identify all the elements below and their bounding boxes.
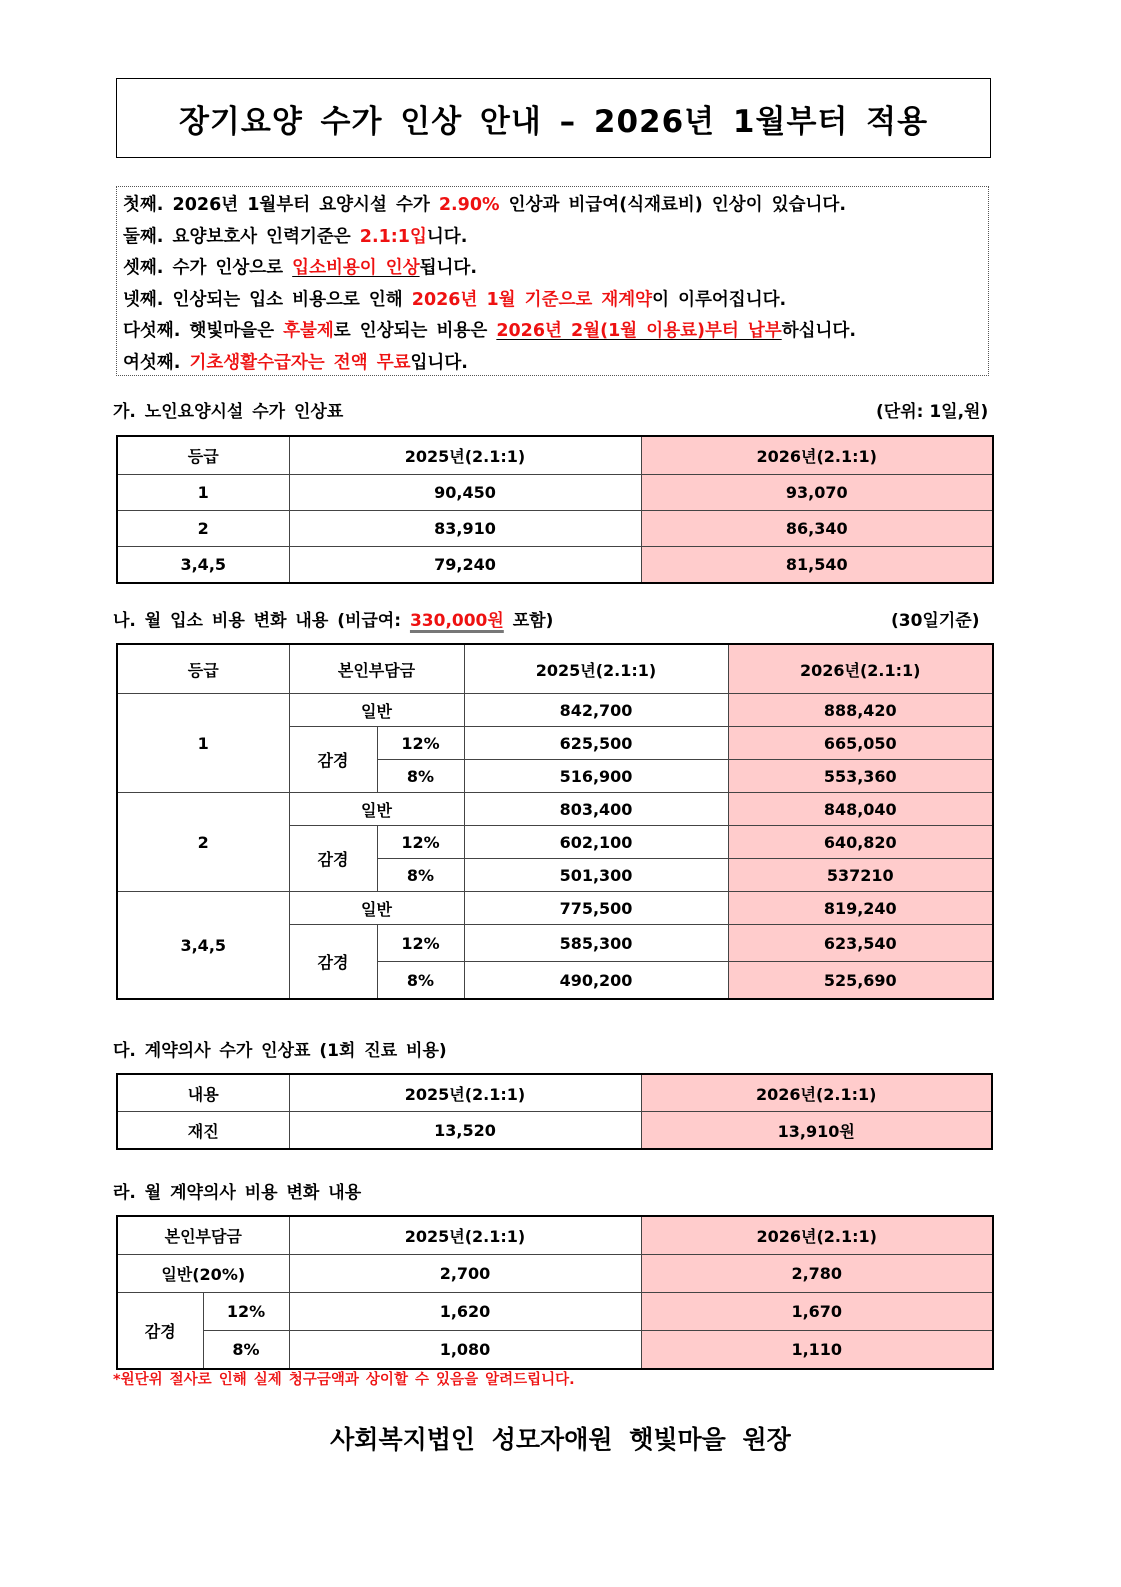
value-2026: 623,540 <box>728 925 993 962</box>
notice-line-6 <box>123 348 988 380</box>
notice-text: 입니다. <box>410 352 468 373</box>
header-cell: 본인부담금 <box>117 1216 289 1255</box>
value-2026: 888,420 <box>728 694 993 727</box>
section-2-title-text: 포함) <box>503 611 554 631</box>
page-title: 장기요양 수가 인상 안내 – 2026년 1월부터 적용 <box>178 103 929 140</box>
header-cell: 등급 <box>117 644 289 694</box>
header-cell: 2026년(2.1:1) <box>728 644 993 694</box>
value-2026: 640,820 <box>728 826 993 859</box>
value-2025: 516,900 <box>464 760 728 793</box>
rate-cell: 8% <box>377 859 464 892</box>
value-2026: 819,240 <box>728 892 993 925</box>
notice-text: 인상과 비급여(식재료비) 인상이 있습니다. <box>499 195 846 215</box>
notice-text: 로 인상되는 비용은 <box>333 321 497 341</box>
notice-text: 다섯째. 햇빛마을은 <box>123 321 284 341</box>
section-2-title-amount: 330,000원 <box>409 611 504 631</box>
rate-cell: 8% <box>203 1331 289 1370</box>
notice-highlight: 기초생활수급자는 전액 무료 <box>189 352 411 373</box>
notice-line-5 <box>123 316 988 348</box>
footnote: *원단위 절사로 인해 실제 청구금액과 상이할 수 있음을 알려드립니다. <box>113 1372 575 1388</box>
header-cell: 2025년(2.1:1) <box>289 1216 641 1255</box>
value-2026: 553,360 <box>728 760 993 793</box>
monthly-doctor-cost-table <box>116 1215 994 1370</box>
value-2025: 1,080 <box>289 1331 641 1370</box>
section-2-title <box>113 606 553 631</box>
section-2-title-text: 나. 월 입소 비용 변화 내용 (비급여: <box>113 611 410 631</box>
header-cell: 2026년(2.1:1) <box>641 436 993 475</box>
header-cell: 2026년(2.1:1) <box>641 1074 992 1112</box>
value-2025: 585,300 <box>464 925 728 962</box>
value-2025: 842,700 <box>464 694 728 727</box>
notice-text: 이 이루어집니다. <box>652 289 787 310</box>
header-cell: 본인부담금 <box>289 644 464 694</box>
notice-text: 여섯째. <box>123 352 190 373</box>
value-2026: 537210 <box>728 859 993 892</box>
notice-line-4 <box>123 285 988 317</box>
value-2026: 93,070 <box>641 475 993 511</box>
notice-highlight: 2026년 1월 기준으로 재계약 <box>411 289 653 310</box>
table-row <box>117 1112 992 1150</box>
reduced-label-cell: 감경 <box>289 727 377 793</box>
doctor-fee-table <box>116 1073 993 1150</box>
value-2026: 2,780 <box>641 1255 993 1293</box>
table-row <box>117 892 993 925</box>
header-cell: 등급 <box>117 436 289 475</box>
content-cell: 재진 <box>117 1112 289 1150</box>
notice-line-3 <box>123 253 988 285</box>
notice-line-2 <box>123 222 988 254</box>
rate-cell: 12% <box>377 727 464 760</box>
section-2-note: (30일기준) <box>891 611 980 631</box>
grade-cell: 3,4,5 <box>117 547 289 584</box>
copay-type-cell: 일반 <box>289 793 464 826</box>
value-2026: 86,340 <box>641 511 993 547</box>
section-1-title: 가. 노인요양시설 수가 인상표 <box>113 402 344 422</box>
notice-highlight: 2.90% <box>438 195 500 215</box>
copay-type-cell: 일반 <box>289 694 464 727</box>
copay-type-cell: 일반 <box>289 892 464 925</box>
value-2025: 2,700 <box>289 1255 641 1293</box>
rate-cell: 12% <box>377 925 464 962</box>
reduced-label-cell: 감경 <box>117 1293 203 1370</box>
value-2025: 501,300 <box>464 859 728 892</box>
table-header-row <box>117 644 993 694</box>
table-header-row <box>117 1074 992 1112</box>
header-cell: 2026년(2.1:1) <box>641 1216 993 1255</box>
section-1-unit: (단위: 1일,원) <box>876 402 989 422</box>
value-2025: 625,500 <box>464 727 728 760</box>
value-2025: 79,240 <box>289 547 641 584</box>
header-cell: 내용 <box>117 1074 289 1112</box>
header-cell: 2025년(2.1:1) <box>289 1074 641 1112</box>
copay-type-cell: 일반(20%) <box>117 1255 289 1293</box>
value-2025: 13,520 <box>289 1112 641 1150</box>
notice-highlight: 입소비용이 인상 <box>292 258 420 278</box>
value-2025: 602,100 <box>464 826 728 859</box>
value-2025: 90,450 <box>289 475 641 511</box>
grade-cell: 3,4,5 <box>117 892 289 1000</box>
notice-text: 셋째. 수가 인상으로 <box>123 258 293 278</box>
table-row <box>117 475 993 511</box>
value-2025: 83,910 <box>289 511 641 547</box>
notice-text: 넷째. 인상되는 입소 비용으로 인해 <box>123 289 412 310</box>
notice-text: 하십니다. <box>781 321 856 341</box>
table-row <box>117 793 993 826</box>
rate-cell: 8% <box>377 760 464 793</box>
value-2026: 81,540 <box>641 547 993 584</box>
rate-cell: 12% <box>203 1293 289 1331</box>
table-row <box>117 511 993 547</box>
notice-highlight: 2026년 2월(1월 이용료)부터 납부 <box>496 321 782 341</box>
header-cell: 2025년(2.1:1) <box>289 436 641 475</box>
notice-text: 첫째. 2026년 1월부터 요양시설 수가 <box>123 195 439 215</box>
value-2026: 1,110 <box>641 1331 993 1370</box>
table-header-row <box>117 436 993 475</box>
table-row <box>117 1293 993 1331</box>
table-row <box>117 1255 993 1293</box>
value-2025: 803,400 <box>464 793 728 826</box>
value-2026: 848,040 <box>728 793 993 826</box>
grade-cell: 2 <box>117 511 289 547</box>
value-2026: 1,670 <box>641 1293 993 1331</box>
table-row <box>117 547 993 584</box>
section-3-title: 다. 계약의사 수가 인상표 (1회 진료 비용) <box>113 1041 447 1061</box>
notice-highlight: 2.1:1입 <box>359 226 427 247</box>
notice-text: 됩니다. <box>419 258 477 278</box>
value-2026: 665,050 <box>728 727 993 760</box>
value-2025: 775,500 <box>464 892 728 925</box>
rate-cell: 8% <box>377 962 464 1000</box>
value-2025: 490,200 <box>464 962 728 1000</box>
title-box <box>116 78 991 158</box>
value-2026: 525,690 <box>728 962 993 1000</box>
table-row <box>117 1331 993 1370</box>
monthly-cost-table <box>116 643 994 1000</box>
notice-box <box>116 186 989 376</box>
value-2025: 1,620 <box>289 1293 641 1331</box>
fee-table <box>116 435 994 584</box>
header-cell: 2025년(2.1:1) <box>464 644 728 694</box>
grade-cell: 1 <box>117 475 289 511</box>
grade-cell: 2 <box>117 793 289 892</box>
notice-line-1 <box>123 190 988 222</box>
reduced-label-cell: 감경 <box>289 925 377 1000</box>
table-header-row <box>117 1216 993 1255</box>
notice-text: 니다. <box>426 226 468 247</box>
value-2026: 13,910원 <box>641 1112 992 1150</box>
signature: 사회복지법인 성모자애원 햇빛마을 원장 <box>330 1425 791 1454</box>
notice-text: 둘째. 요양보호사 인력기준은 <box>123 226 360 247</box>
grade-cell: 1 <box>117 694 289 793</box>
reduced-label-cell: 감경 <box>289 826 377 892</box>
table-row <box>117 694 993 727</box>
notice-highlight: 후불제 <box>283 321 334 341</box>
section-4-title: 라. 월 계약의사 비용 변화 내용 <box>113 1183 362 1203</box>
rate-cell: 12% <box>377 826 464 859</box>
